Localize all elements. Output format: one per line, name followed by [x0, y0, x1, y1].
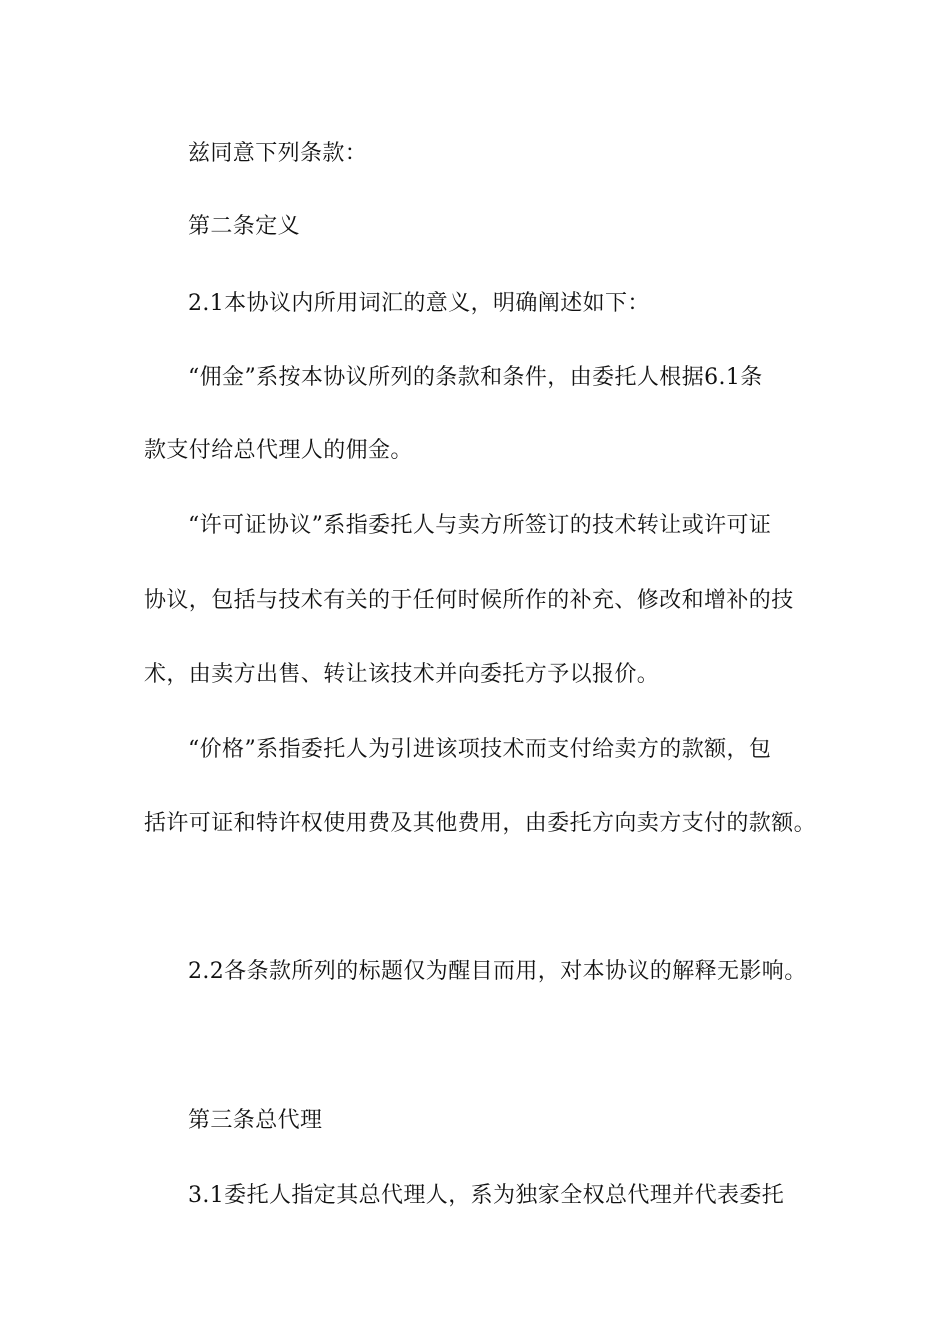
paragraph-agreement-intro: 兹同意下列条款： — [188, 141, 368, 166]
section-heading-definitions: 第二条定义 — [188, 214, 301, 239]
definition-license-line-3: 术，由卖方出售、转让该技术并向委托方予以报价。 — [144, 662, 660, 687]
definition-license-line-2: 协议，包括与技术有关的于任何时候所作的补充、修改和增补的技 — [144, 588, 794, 613]
clause-2-2: 2.2各条款所列的标题仅为醒目而用，对本协议的解释无影响。 — [188, 959, 807, 984]
section-heading-general-agent: 第三条总代理 — [188, 1108, 323, 1133]
definition-license-line-1: “许可证协议”系指委托人与卖方所签订的技术转让或许可证 — [188, 513, 772, 538]
definition-price-line-1: “价格”系指委托人为引进该项技术而支付给卖方的款额，包 — [188, 737, 772, 762]
clause-3-1: 3.1委托人指定其总代理人，系为独家全权总代理并代表委托 — [188, 1183, 785, 1208]
clause-2-1: 2.1本协议内所用词汇的意义，明确阐述如下： — [188, 291, 650, 316]
definition-commission-line-2: 款支付给总代理人的佣金。 — [144, 438, 413, 463]
definition-commission-line-1: “佣金”系按本协议所列的条款和条件，由委托人根据6.1条 — [188, 365, 763, 390]
definition-price-line-2: 括许可证和特许权使用费及其他费用，由委托方向卖方支付的款额。 — [144, 811, 817, 836]
